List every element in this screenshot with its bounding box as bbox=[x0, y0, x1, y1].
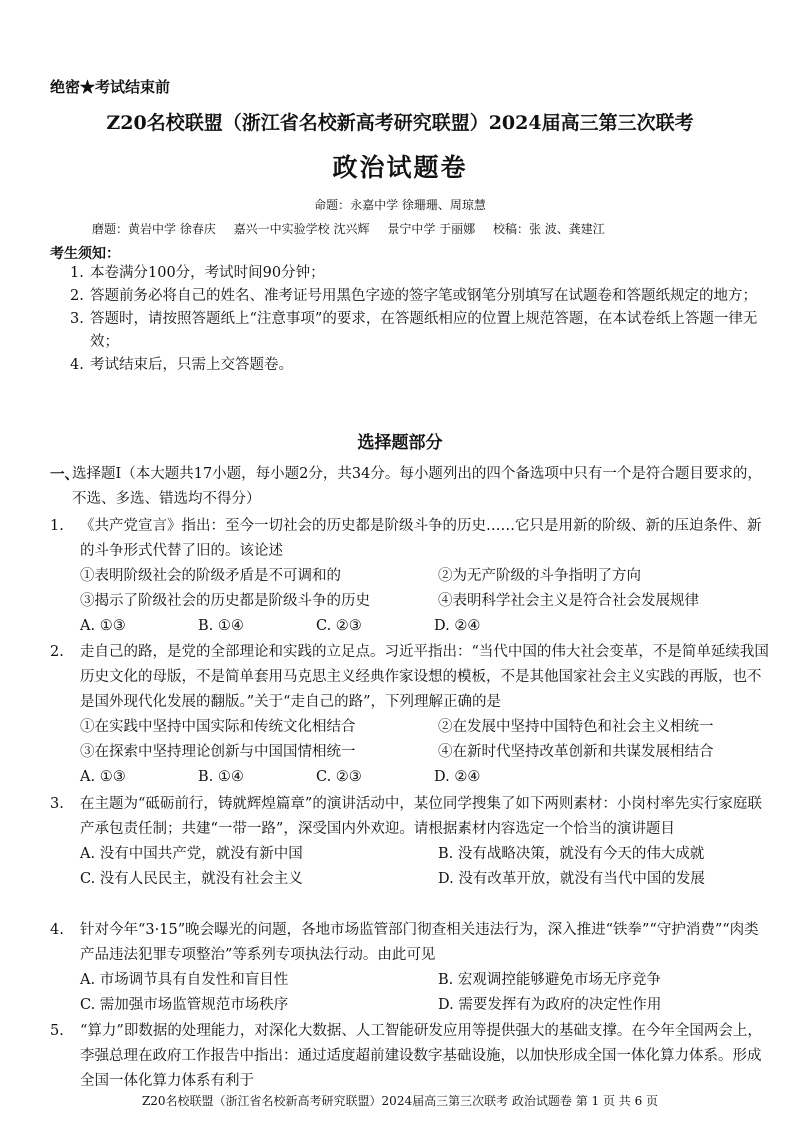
notice-list bbox=[70, 262, 770, 377]
question-2: 2. 走自己的路，是党的全部理论和实践的立足点。习近平指出：“当代中国的伟大社会变革，不是简单延续我国历史文化的母版，不是简单套用马克思主义经典作家设想的模板，不是其他国家社会主义实践的再版，也不是国外现代化发展的翻版。”关于“走自己的路”，下列理解正确的是 ①在实践中坚持中国实际和传统文化相结合 ②在发展中坚持中国特色和社会主义相统一 ③在探索中坚持理论创新与中国国情相统一 ④在新时代坚持改革创新和共谋发展相结合 A. ①③ B. ①④ C. ②③ D. ②④ bbox=[50, 640, 770, 790]
choice-b: B. 宏观调控能够避免市场无序竞争 bbox=[438, 972, 661, 988]
choice-b: B. 没有战略决策，就没有今天的伟大成就 bbox=[438, 846, 705, 862]
question-stem: 走自己的路，是党的全部理论和实践的立足点。习近平指出：“当代中国的伟大社会变革，不是简单延续我国历史文化的母版，不是简单套用马克思主义经典作家设想的模板，不是其他国家社会主义实践的再版，也不是国外现代化发展的翻版。”关于“走自己的路”，下列理解正确的是 bbox=[80, 644, 769, 710]
choice-c: C. 需加强市场监管规范市场秩序 bbox=[80, 997, 289, 1013]
notice-heading: 考生须知： bbox=[50, 246, 120, 262]
question-1: 1. 《共产党宣言》指出：至今一切社会的历史都是阶级斗争的历史……它只是用新的阶级、新的压迫条件、新的斗争形式代替了旧的。该论述 ①表明阶级社会的阶级矛盾是不可调和的 ②为无产阶级的斗争指明了方向 ③揭示了阶级社会的历史都是阶级斗争的历史 ④表明科学社会主义是符合社会发展规律 A. ①③ B. ①④ C. ②③ D. ②④ bbox=[50, 514, 770, 639]
answer-choices bbox=[50, 614, 770, 639]
question-stem: 针对今年“3·15”晚会曝光的问题，各地市场监管部门彻查相关违法行为，深入推进“铁拳”“守护消费”“肉类产品违法犯罪专项整治”等系列专项执法行动。由此可见 bbox=[80, 922, 759, 963]
statement-list bbox=[50, 715, 770, 765]
choice-d: D. ②④ bbox=[434, 769, 481, 785]
polisher-credit: 景宁中学 于丽娜 bbox=[387, 222, 476, 236]
choice-a: A. 没有中国共产党，就没有新中国 bbox=[80, 846, 303, 862]
choice-d: D. 没有改革开放，就没有当代中国的发展 bbox=[438, 871, 705, 887]
question-5: 5. “算力”即数据的处理能力，对深化大数据、人工智能研发应用等提供强大的基础支撑。在今年全国两会上，李强总理在政府工作报告中指出：通过适度超前建设数字基础设施，以加快形成全国一体化算力体系。形成全国一体化算力体系有利于 bbox=[50, 1019, 770, 1094]
question-stem: 在主题为“砥砺前行，铸就辉煌篇章”的演讲活动中，某位同学搜集了如下两则素材：小岗村率先实行家庭联产承包责任制；共建“一带一路”，深受国内外欢迎。请根据素材内容选定一个恰当的演讲题目 bbox=[80, 796, 762, 837]
subject-title: 政治试题卷 bbox=[332, 153, 468, 182]
choice-a: A. 市场调节具有自发性和盲目性 bbox=[80, 972, 289, 988]
statement-list bbox=[50, 564, 770, 614]
statement: ③揭示了阶级社会的历史都是阶级斗争的历史 bbox=[80, 593, 370, 609]
statement: ②为无产阶级的斗争指明了方向 bbox=[438, 568, 641, 584]
choice-d: D. ②④ bbox=[434, 618, 481, 634]
statement: ①在实践中坚持中国实际和传统文化相结合 bbox=[80, 719, 356, 735]
answer-choices bbox=[50, 765, 770, 790]
notice-item: 3. 答题时，请按照答题纸上“注意事项”的要求，在答题纸相应的位置上规范答题，在本试卷纸上答题一律无效； bbox=[70, 311, 758, 350]
answer-choices bbox=[50, 842, 770, 892]
choice-c: C. 没有人民民主，就没有社会主义 bbox=[80, 871, 303, 887]
page-footer: Z20名校联盟（浙江省名校新高考研究联盟）2024届高三第三次联考 政治试题卷 第 1 页 共 6 页 bbox=[141, 1094, 659, 1108]
statement: ④在新时代坚持改革创新和共谋发展相结合 bbox=[438, 744, 714, 760]
setter-credit: 命题：永嘉中学 徐珊珊、周琼慧 bbox=[314, 198, 486, 212]
choice-a: A. ①③ bbox=[80, 769, 126, 785]
question-stem: “算力”即数据的处理能力，对深化大数据、人工智能研发应用等提供强大的基础支撑。在今年全国两会上，李强总理在政府工作报告中指出：通过适度超前建设数字基础设施，以加快形成全国一体化算力体系。形成全国一体化算力体系有利于 bbox=[80, 1023, 762, 1089]
proofreader-credit: 校稿：张 波、龚建江 bbox=[492, 222, 605, 236]
choice-c: C. ②③ bbox=[316, 769, 362, 785]
question-3: 3. 在主题为“砥砺前行，铸就辉煌篇章”的演讲活动中，某位同学搜集了如下两则素材：小岗村率先实行家庭联产承包责任制；共建“一带一路”，深受国内外欢迎。请根据素材内容选定一个恰当的演讲题目 A. 没有中国共产党，就没有新中国 B. 没有战略决策，就没有今天的伟大成就 C. 没有人民民主，就没有社会主义 D. 没有改革开放，就没有当代中国的发展 bbox=[50, 792, 770, 892]
polisher-credit: 嘉兴一中实验学校 沈兴辉 bbox=[233, 222, 370, 236]
choice-d: D. 需要发挥有为政府的决定性作用 bbox=[438, 997, 662, 1013]
notice-item: 1. 本卷满分100分，考试时间90分钟； bbox=[70, 265, 325, 281]
statement: ②在发展中坚持中国特色和社会主义相统一 bbox=[438, 719, 714, 735]
choice-b: B. ①④ bbox=[198, 618, 244, 634]
choice-b: B. ①④ bbox=[198, 769, 244, 785]
polisher-credits bbox=[92, 220, 619, 237]
choice-a: A. ①③ bbox=[80, 618, 126, 634]
statement: ④表明科学社会主义是符合社会发展规律 bbox=[438, 593, 699, 609]
question-stem: 《共产党宣言》指出：至今一切社会的历史都是阶级斗争的历史……它只是用新的阶级、新的压迫条件、新的斗争形式代替了旧的。该论述 bbox=[80, 518, 762, 559]
question-4: 4. 针对今年“3·15”晚会曝光的问题，各地市场监管部门彻查相关违法行为，深入推进“铁拳”“守护消费”“肉类产品违法犯罪专项整治”等系列专项执法行动。由此可见 A. 市场调节具有自发性和盲目性 B. 宏观调控能够避免市场无序竞争 C. 需加强市场监管规范市场秩序 D. 需要发挥有为政府的决定性作用 bbox=[50, 918, 770, 1018]
answer-choices bbox=[50, 968, 770, 1018]
statement: ①表明阶级社会的阶级矛盾是不可调和的 bbox=[80, 568, 341, 584]
polisher-credit: 磨题：黄岩中学 徐春庆 bbox=[92, 222, 216, 236]
notice-item: 2. 答题前务必将自己的姓名、准考证号用黑色字迹的签字笔或钢笔分别填写在试题卷和答题纸规定的地方； bbox=[70, 288, 757, 304]
exam-title: Z20名校联盟（浙江省名校新高考研究联盟）2024届高三第三次联考 bbox=[106, 112, 694, 134]
statement: ③在探索中坚持理论创新与中国国情相统一 bbox=[80, 744, 356, 760]
part-one-instructions: 一、 选择题Ⅰ（本大题共17小题，每小题2分，共34分。每小题列出的四个备选项中只有一个是符合题目要求的，不选、多选、错选均不得分） bbox=[50, 466, 762, 507]
confidential-label: 绝密★考试结束前 bbox=[50, 78, 171, 96]
choice-c: C. ②③ bbox=[316, 618, 362, 634]
section-title: 选择题部分 bbox=[357, 433, 443, 453]
notice-item: 4. 考试结束后，只需上交答题卷。 bbox=[70, 357, 293, 373]
